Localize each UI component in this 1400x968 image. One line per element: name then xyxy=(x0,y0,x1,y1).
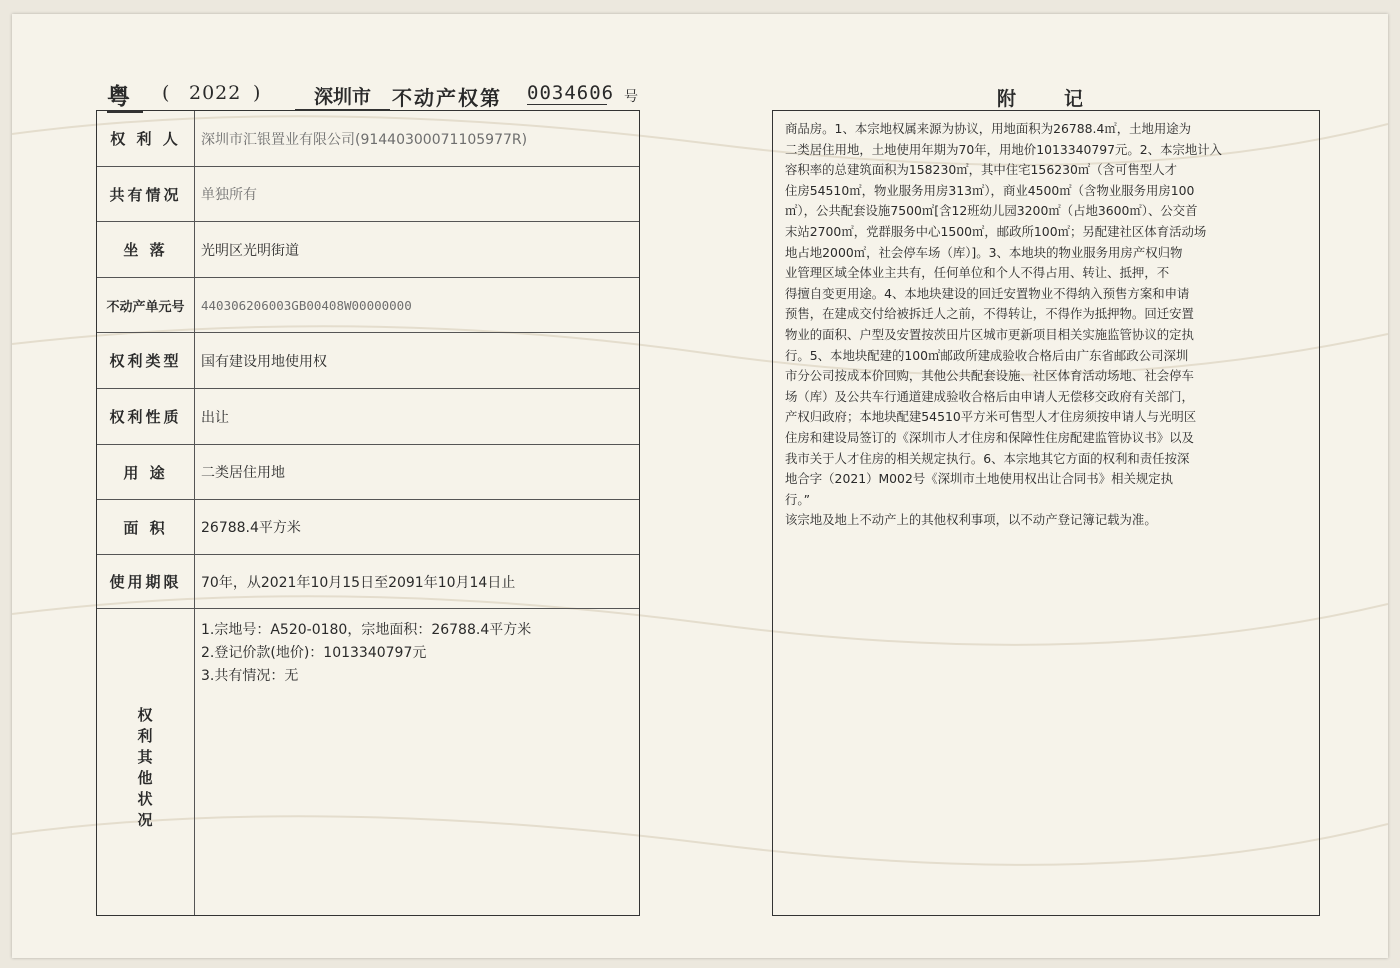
note-line: 2.登记价款(地价)：1013340797元 xyxy=(201,645,427,661)
paren-close: ) xyxy=(253,82,261,104)
paren-open: ( xyxy=(162,82,170,104)
certificate-sheet xyxy=(12,14,1388,958)
row-label: 共有情况 xyxy=(97,167,195,221)
other-status-label: 权利其他状况 xyxy=(137,706,153,829)
table-row xyxy=(97,111,639,167)
row-label: 用 途 xyxy=(97,445,195,499)
annotation-line: 末站2700㎡，党群服务中心1500㎡，邮政所100㎡；另配建社区体育活动场 xyxy=(785,223,1207,239)
cert-title: 不动产权第 xyxy=(392,86,502,110)
property-info-table xyxy=(96,110,640,916)
table-row xyxy=(97,167,639,222)
cert-year: 2022 xyxy=(189,82,242,104)
annotation-line: 行。” xyxy=(785,491,811,507)
row-value: 26788.4平方米 xyxy=(201,520,301,536)
table-row xyxy=(97,500,639,555)
annotation-line: 住房和建设局签订的《深圳市人才住房和保障性住房配建监管协议书》以及 xyxy=(785,429,1194,445)
annotation-line: 住房54510㎡，物业服务用房313㎡），商业4500㎡（含物业服务用房100 xyxy=(785,182,1195,198)
annotation-box xyxy=(772,110,1320,916)
annotation-line: 我市关于人才住房的相关规定执行。6、本宗地其它方面的权利和责任按深 xyxy=(785,450,1190,466)
annotation-line: 市分公司按成本价回购，其他公共配套设施、社区体育活动场地、社会停车 xyxy=(785,368,1194,384)
row-label: 面 积 xyxy=(97,500,195,554)
row-label: 不动产单元号 xyxy=(97,278,195,332)
table-row xyxy=(97,333,639,389)
annotation-line: 商品房。1、本宗地权属来源为协议，用地面积为26788.4㎡，土地用途为 xyxy=(785,121,1192,136)
annotation-line: 物业的面积、户型及安置按茨田片区城市更新项目相关实施监管协议的定执 xyxy=(785,326,1194,342)
table-row xyxy=(97,278,639,333)
annotation-line: 产权归政府；本地块配建54510平方米可售型人才住房须按申请人与光明区 xyxy=(785,409,1197,425)
other-status-notes xyxy=(201,619,531,688)
annotation-text xyxy=(785,119,1313,531)
annotation-line: 业管理区域全体业主共有，任何单位和个人不得占用、转让、抵押，不 xyxy=(785,265,1170,281)
certificate-header xyxy=(107,78,667,112)
table-row xyxy=(97,555,639,609)
note-line: 1.宗地号：A520-0180，宗地面积：26788.4平方米 xyxy=(201,622,532,638)
cert-city: 深圳市 xyxy=(295,82,390,110)
note-line: 3.共有情况：无 xyxy=(201,668,299,684)
other-status-label-cell xyxy=(97,609,195,915)
annotation-line: 地占地2000㎡，社会停车场（库）]。3、本地块的物业服务用房产权归物 xyxy=(785,244,1183,260)
row-value: 440306206003GB00408W00000000 xyxy=(201,297,412,313)
row-value: 深圳市汇银置业有限公司(91440300071105977R) xyxy=(201,131,528,148)
annotation-line: 该宗地及地上不动产上的其他权利事项，以不动产登记簿记载为准。 xyxy=(785,512,1157,528)
cert-suffix: 号 xyxy=(624,89,638,105)
row-value: 出让 xyxy=(201,409,229,426)
province-abbrev: 粤 xyxy=(107,78,143,113)
row-label: 权 利 人 xyxy=(97,111,195,166)
row-value: 光明区光明街道 xyxy=(201,242,299,259)
annotation-line: 得擅自变更用途。4、本地块建设的回迁安置物业不得纳入预售方案和申请 xyxy=(785,285,1190,301)
row-value: 单独所有 xyxy=(201,187,257,203)
other-status-row xyxy=(97,609,639,915)
row-value: 70年，从2021年10月15日至2091年10月14日止 xyxy=(201,574,516,591)
row-value: 国有建设用地使用权 xyxy=(201,353,327,370)
annotation-line: 行。5、本地块配建的100㎡邮政所建成验收合格后由广东省邮政公司深圳 xyxy=(785,347,1189,363)
cert-number: 0034606 xyxy=(527,82,615,104)
row-label: 坐 落 xyxy=(97,222,195,277)
annotation-line: 二类居住用地，土地使用年期为70年，用地价1013340797元。2、本宗地计入 xyxy=(785,141,1223,157)
row-label: 使用期限 xyxy=(97,555,195,608)
annotation-title: 附记 xyxy=(997,88,1132,110)
annotation-line: 容积率的总建筑面积为158230㎡，其中住宅156230㎡（含可售型人才 xyxy=(785,162,1177,178)
row-value: 二类居住用地 xyxy=(201,465,285,481)
table-row xyxy=(97,389,639,445)
annotation-line: 预售，在建成交付给被拆迁人之前，不得转让，不得作为抵押物。回迁安置 xyxy=(785,306,1194,322)
annotation-line: 场（库）及公共车行通道建成验收合格后由申请人无偿移交政府有关部门， xyxy=(785,388,1194,404)
annotation-line: 地合字（2021）M002号《深圳市土地使用权出让合同书》相关规定执 xyxy=(785,471,1174,487)
row-label: 权利类型 xyxy=(97,333,195,388)
table-row xyxy=(97,445,639,500)
row-label: 权利性质 xyxy=(97,389,195,444)
annotation-line: ㎡），公共配套设施7500㎡[含12班幼儿园3200㎡（占地3600㎡）、公交首 xyxy=(785,203,1198,219)
table-row xyxy=(97,222,639,278)
